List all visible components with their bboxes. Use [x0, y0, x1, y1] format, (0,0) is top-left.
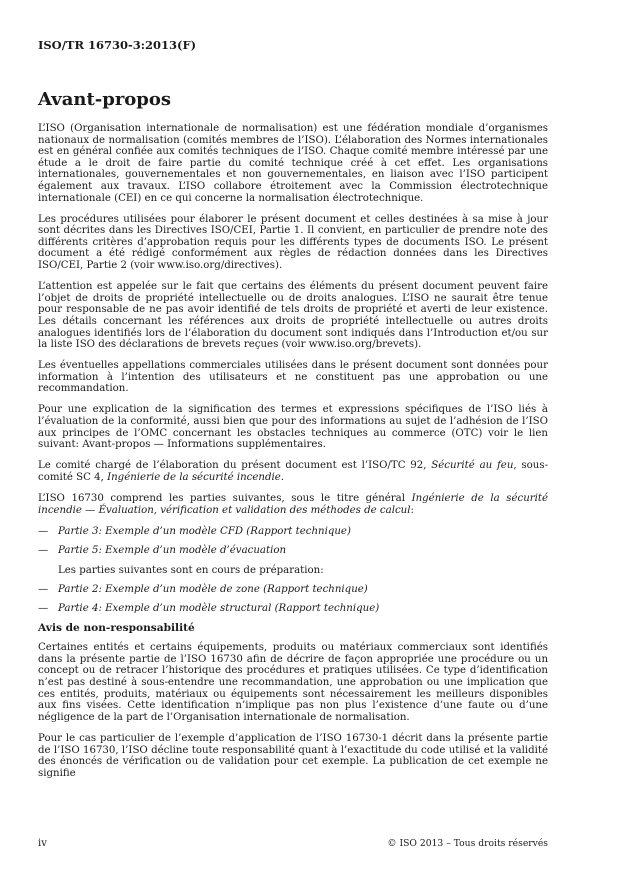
committee-text-sc: , sous-comité SC 4,: [38, 460, 549, 483]
committee-text: Le comité chargé de l’élaboration du présent document est l’ISO/TC 92,: [38, 460, 432, 472]
committee-sc-name: Ingénierie de la sécurité incendie: [107, 471, 281, 483]
list-dash: —: [38, 545, 49, 557]
paragraph-intellectual-property: L’attention est appelée sur le fait que certains des éléments du présent document peuvent faire l’objet de droits de propriété intellectuelle ou de droits analogues. L’ISO ne saurait être tenue pour responsable de ne pas avoir identifié de tels droits de propriété et averti de leur existence. Les détails concernant les références aux droits de propriété intellectuelle ou autres droits analogues identifiés lors de l’élaboration du document sont indiqués dans l’Introduction et/ou sur la liste ISO des déclarations de brevets reçues (voir www.iso.org/brevets).: [38, 281, 548, 351]
list-item: [38, 584, 548, 596]
paragraph-trade-names: Les éventuelles appellations commerciales utilisées dans le présent document sont données pour information à l’intention des utilisateurs et ne constituent pas une approbation ou une recommandation.: [38, 360, 548, 395]
document-body: [38, 123, 548, 789]
list-dash: —: [38, 603, 49, 615]
paragraph-disclaimer: Certaines entités et certains équipements, produits ou matériaux commerciaux sont identifiés dans la présente partie de l’ISO 16730 afin de décrire de façon appropriée une procédure ou un concept ou de retracer l’historique des procédures et pratiques utilisées. Ce type d’identification n’est pas destiné à sous-entendre une recommandation, une approbation ou une implication que ces entités, produits, matériaux ou équipements sont nécessairement les meilleurs disponibles aux fins visées. Cette identification n’implique pas non plus l’existence d’une faute ou d’une négligence de la part de l’Organisation internationale de normalisation.: [38, 642, 548, 723]
paragraph-procedures: Les procédures utilisées pour élaborer le présent document et celles destinées à sa mise à jour sont décrites dans les Directives ISO/CEI, Partie 1. Il convient, en particulier de prendre note des différents critères d’approbation requis pour les différents types de documents ISO. Le présent document a été rédigé conformément aux règles de rédaction données dans les Directives ISO/CEI, Partie 2 (voir www.iso.org/directives).: [38, 213, 548, 272]
section-title: Avant-propos: [38, 89, 172, 110]
list-item: [38, 526, 548, 538]
list-dash: —: [38, 525, 49, 537]
list-item-text: Partie 3: Exemple d’un modèle CFD (Rapport technique): [58, 525, 351, 537]
list-item-text: Partie 4: Exemple d’un modèle structural (Rapport technique): [58, 603, 380, 615]
list-item: [38, 603, 548, 615]
list-dash: —: [38, 583, 49, 595]
general-title: Ingénierie de la sécurité incendie — Évaluation, vérification et validation des méthodes de calcul: [38, 493, 549, 516]
copyright-notice: © ISO 2013 – Tous droits réservés: [387, 838, 548, 849]
parts-intro-text: L’ISO 16730 comprend les parties suivantes, sous le titre général: [38, 493, 412, 505]
paragraph-iso-organisation: L’ISO (Organisation internationale de normalisation) est une fédération mondiale d’organismes nationaux de normalisation (comités membres de l’ISO). L’élaboration des Normes internationales est en général confiée aux comités techniques de l’ISO. Chaque comité membre intéressé par une étude a le droit de faire partie du comité technique créé à cet effet. Les organisations internationales, gouvernementales et non gouvernementales, en liaison avec l’ISO participent également aux travaux. L’ISO collabore étroitement avec la Commission électrotechnique internationale (CEI) en ce qui concerne la normalisation électrotechnique.: [38, 123, 548, 204]
list-item-text: Partie 2: Exemple d’un modèle de zone (Rapport technique): [58, 583, 368, 595]
committee-tc-name: Sécurité au feu: [431, 460, 514, 472]
list-item: [38, 545, 548, 557]
document-identifier: ISO/TR 16730-3:2013(F): [38, 38, 197, 52]
paragraph-parts-intro: [38, 493, 548, 516]
list-item-text: Partie 5: Exemple d’un modèle d’évacuation: [58, 545, 287, 557]
committee-end: .: [280, 471, 285, 483]
paragraph-in-preparation: Les parties suivantes sont en cours de préparation:: [58, 564, 324, 576]
paragraph-example-disclaimer: Pour le cas particulier de l’exemple d’application de l’ISO 16730-1 décrit dans la présente partie de l’ISO 16730, l’ISO décline toute responsabilité quant à l’exactitude du code utilisé et la validité des énoncés de vérification ou de validation pour cet exemple. La publication de cet exemple ne signifie: [38, 732, 548, 779]
paragraph-conformity-terms: Pour une explication de la signification des termes et expressions spécifiques de l’ISO liés à l’évaluation de la conformité, aussi bien que pour des informations au sujet de l’adhésion de l’ISO aux principes de l’OMC concernant les obstacles techniques au commerce (OTC) voir le lien suivant: Avant-propos — Informations supplémentaires.: [38, 404, 548, 451]
page-number: iv: [38, 838, 47, 849]
parts-intro-colon: :: [410, 504, 414, 516]
disclaimer-heading: Avis de non-responsabilité: [38, 621, 195, 634]
paragraph-committee: [38, 460, 548, 483]
